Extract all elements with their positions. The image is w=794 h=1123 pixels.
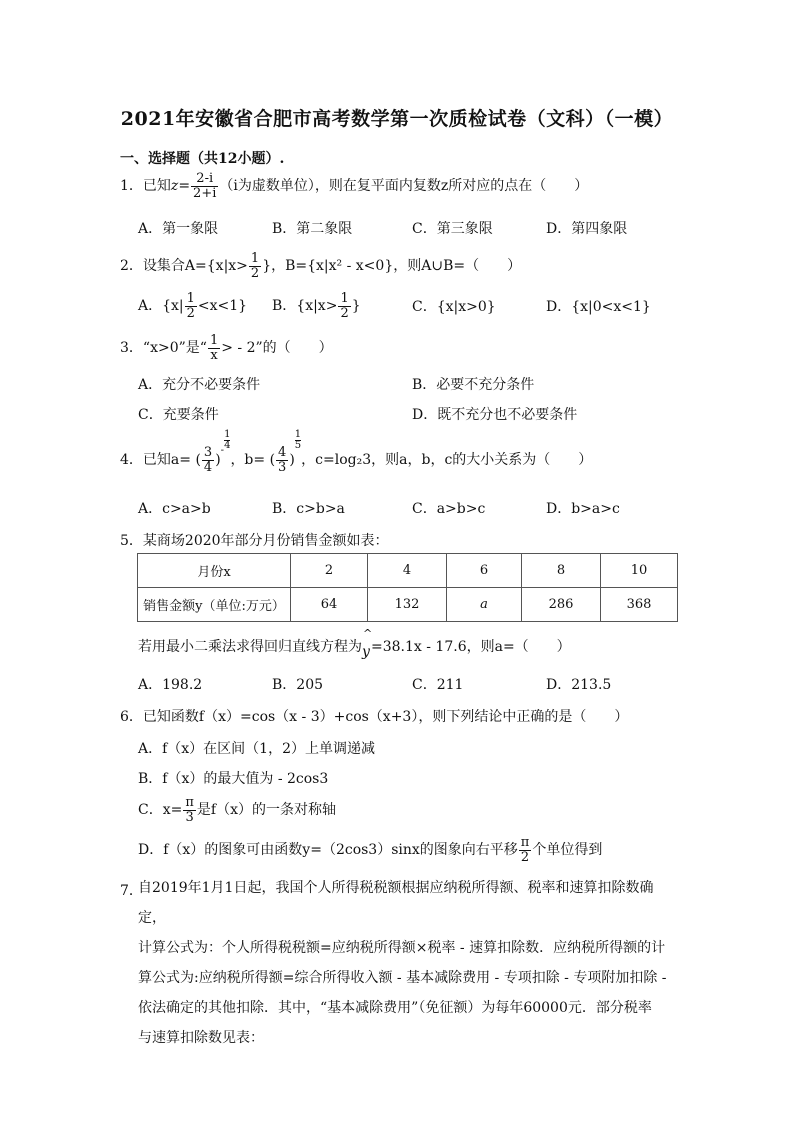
denominator: x [210, 347, 218, 363]
option-d[interactable]: D．b>a>c [546, 501, 620, 517]
option-c[interactable]: C．{x|x>0} [412, 299, 496, 315]
question-text: ，c=log₂3，则a，b，c的大小关系为（ ） [301, 452, 593, 469]
option-d[interactable]: D．213.5 [546, 677, 612, 693]
option-d[interactable]: D．第四象限 [546, 221, 628, 237]
section-heading: 一、选择题（共12小题）. [120, 151, 285, 167]
option-c[interactable]: C．第三象限 [412, 221, 493, 237]
numerator: 4 [278, 445, 287, 460]
fraction [338, 292, 350, 320]
option-text: 个单位得到 [532, 842, 603, 859]
option-text: A．{x| [138, 298, 184, 315]
table-row [138, 588, 678, 622]
paragraph-line: 算公式为:应纳税所得额=综合所得收入额 - 基本减除费用 - 专项扣除 - 专项附加扣除 - [138, 970, 667, 986]
question-text: （i为虚数单位），则在复平面内复数z所对应的点在（ ） [219, 178, 589, 195]
denominator: 3 [185, 809, 194, 825]
numerator: 1 [340, 291, 349, 306]
option-a[interactable]: A．充分不必要条件 [138, 377, 261, 393]
table-cell: 10 [601, 554, 678, 588]
exponent-sign: - [220, 445, 225, 457]
denominator: 2+i [193, 185, 217, 201]
fraction [249, 252, 261, 280]
option-a[interactable]: A．f（x）在区间（1，2）上单调递减 [138, 741, 376, 757]
numerator: π [520, 835, 530, 850]
option-c[interactable]: C．充要条件 [138, 407, 219, 423]
table-cell: 6 [447, 554, 522, 588]
table-cell: 4 [368, 554, 447, 588]
numerator: 1 [294, 429, 302, 440]
option-c[interactable] [138, 796, 336, 824]
question-text: 已知a= ( [142, 452, 201, 469]
equals-sign: = [178, 178, 191, 195]
variable: y [362, 644, 370, 660]
numerator: 2-i [191, 172, 218, 187]
denominator: 3 [278, 459, 287, 475]
option-b[interactable] [272, 292, 361, 320]
table-cell: 132 [368, 588, 447, 622]
question-6 [120, 706, 628, 726]
paragraph-line: 与速算扣除数见表： [138, 1030, 264, 1046]
denominator: 5 [294, 440, 302, 451]
paren: ) [289, 452, 295, 469]
hat-mark: ^ [363, 627, 373, 640]
table-cell: 286 [522, 588, 601, 622]
question-number: 6． [120, 709, 143, 725]
option-a[interactable]: A．第一象限 [138, 221, 219, 237]
fraction [208, 334, 220, 362]
option-text: } [351, 298, 361, 315]
table-cell: a [447, 588, 522, 622]
question-number: 3． [120, 340, 143, 357]
fraction [202, 446, 214, 474]
option-d[interactable]: D．{x|0<x<1} [546, 299, 651, 315]
question-text: 某商场2020年部分月份销售金额如表： [142, 533, 389, 549]
numerator: 3 [203, 445, 213, 460]
option-b[interactable]: B．f（x）的最大值为 - 2cos3 [138, 771, 329, 787]
option-a[interactable]: A．198.2 [138, 677, 203, 693]
numerator: 1 [209, 333, 219, 348]
fraction [276, 446, 288, 474]
fraction [191, 172, 218, 200]
variable: z [170, 178, 179, 195]
option-c[interactable]: C．a>b>c [412, 501, 486, 517]
option-text: D．f（x）的图象可由函数y=（2cos3）sinx的图象向右平移 [138, 842, 518, 859]
option-text: <x<1} [197, 298, 248, 315]
table-cell: 368 [601, 588, 678, 622]
table-cell: 2 [291, 554, 368, 588]
table-cell: 销售金额y（单位:万元） [138, 588, 291, 622]
paren: ) [215, 452, 221, 469]
question-4 [120, 429, 593, 475]
option-b[interactable]: B．c>b>a [272, 501, 345, 517]
option-b[interactable]: B．必要不充分条件 [412, 377, 535, 393]
fraction [183, 796, 196, 824]
option-b[interactable]: B．第二象限 [272, 221, 353, 237]
option-text: B．{x|x> [272, 298, 338, 315]
question-7-text [138, 873, 678, 1053]
option-d[interactable] [138, 836, 602, 864]
table-cell: 64 [291, 588, 368, 622]
question-1 [120, 172, 588, 200]
question-number: 2． [120, 258, 143, 275]
page-title: 2021年安徽省合肥市高考数学第一次质检试卷（文科）（一模） [120, 108, 674, 130]
question-3 [120, 334, 333, 362]
denominator: 2 [340, 305, 349, 321]
question-5-regression [138, 627, 571, 660]
question-5 [120, 530, 389, 550]
paragraph-line: 计算公式为：个人所得税税额=应纳税所得额×税率 - 速算扣除数．应纳税所得额的计 [138, 940, 666, 956]
numerator: π [185, 795, 194, 810]
paragraph-line: 自2019年1月1日起，我国个人所得税税额根据应纳税所得额、税率和速算扣除数确定， [138, 880, 654, 926]
question-number: 5． [120, 533, 143, 549]
question-text: 若用最小二乘法求得回归直线方程为 [138, 639, 362, 655]
option-a[interactable]: A．c>a>b [138, 501, 211, 517]
table-cell: 月份x [138, 554, 291, 588]
question-text: 设集合A={x|x> [142, 258, 248, 275]
denominator: 4 [203, 459, 213, 475]
option-d[interactable]: D．既不充分也不必要条件 [412, 407, 578, 423]
y-hat [362, 627, 373, 660]
exponent-fraction [295, 430, 301, 451]
paragraph-line: 依法确定的其他扣除．其中，“基本减除费用”（免征额）为每年60000元．部分税率 [138, 1000, 652, 1016]
exponent-fraction [224, 430, 230, 451]
question-number: 1． [120, 178, 143, 195]
question-text: ，b= ( [230, 452, 276, 469]
question-number: 4． [120, 452, 143, 469]
table-cell: 8 [522, 554, 601, 588]
question-text: }，B={x|x² - x<0}，则A∪B=（ ） [262, 258, 522, 275]
numerator: 1 [224, 429, 231, 440]
sales-table [137, 553, 678, 622]
denominator: 4 [224, 440, 231, 451]
question-text: > - 2”的（ ） [221, 340, 333, 357]
denominator: 2 [186, 305, 195, 321]
question-text: “x>0”是“ [142, 340, 207, 357]
option-text: C．x= [138, 802, 183, 819]
option-b[interactable]: B．205 [272, 677, 324, 693]
denominator: 2 [250, 265, 260, 281]
question-number: 7． [120, 883, 143, 899]
question-text: =38.1x - 17.6，则a=（ ） [371, 639, 571, 655]
denominator: 2 [520, 849, 530, 865]
question-2 [120, 252, 521, 280]
question-text: 已知函数f（x）=cos（x - 3）+cos（x+3），则下列结论中正确的是（ ） [142, 709, 629, 725]
option-c[interactable]: C．211 [412, 677, 464, 693]
numerator: 1 [186, 291, 195, 306]
fraction [185, 292, 197, 320]
question-text: 已知 [142, 178, 171, 195]
numerator: 1 [250, 251, 260, 266]
table-row [138, 554, 678, 588]
option-a[interactable] [138, 292, 247, 320]
option-text: 是f（x）的一条对称轴 [196, 802, 336, 819]
fraction [519, 836, 532, 864]
